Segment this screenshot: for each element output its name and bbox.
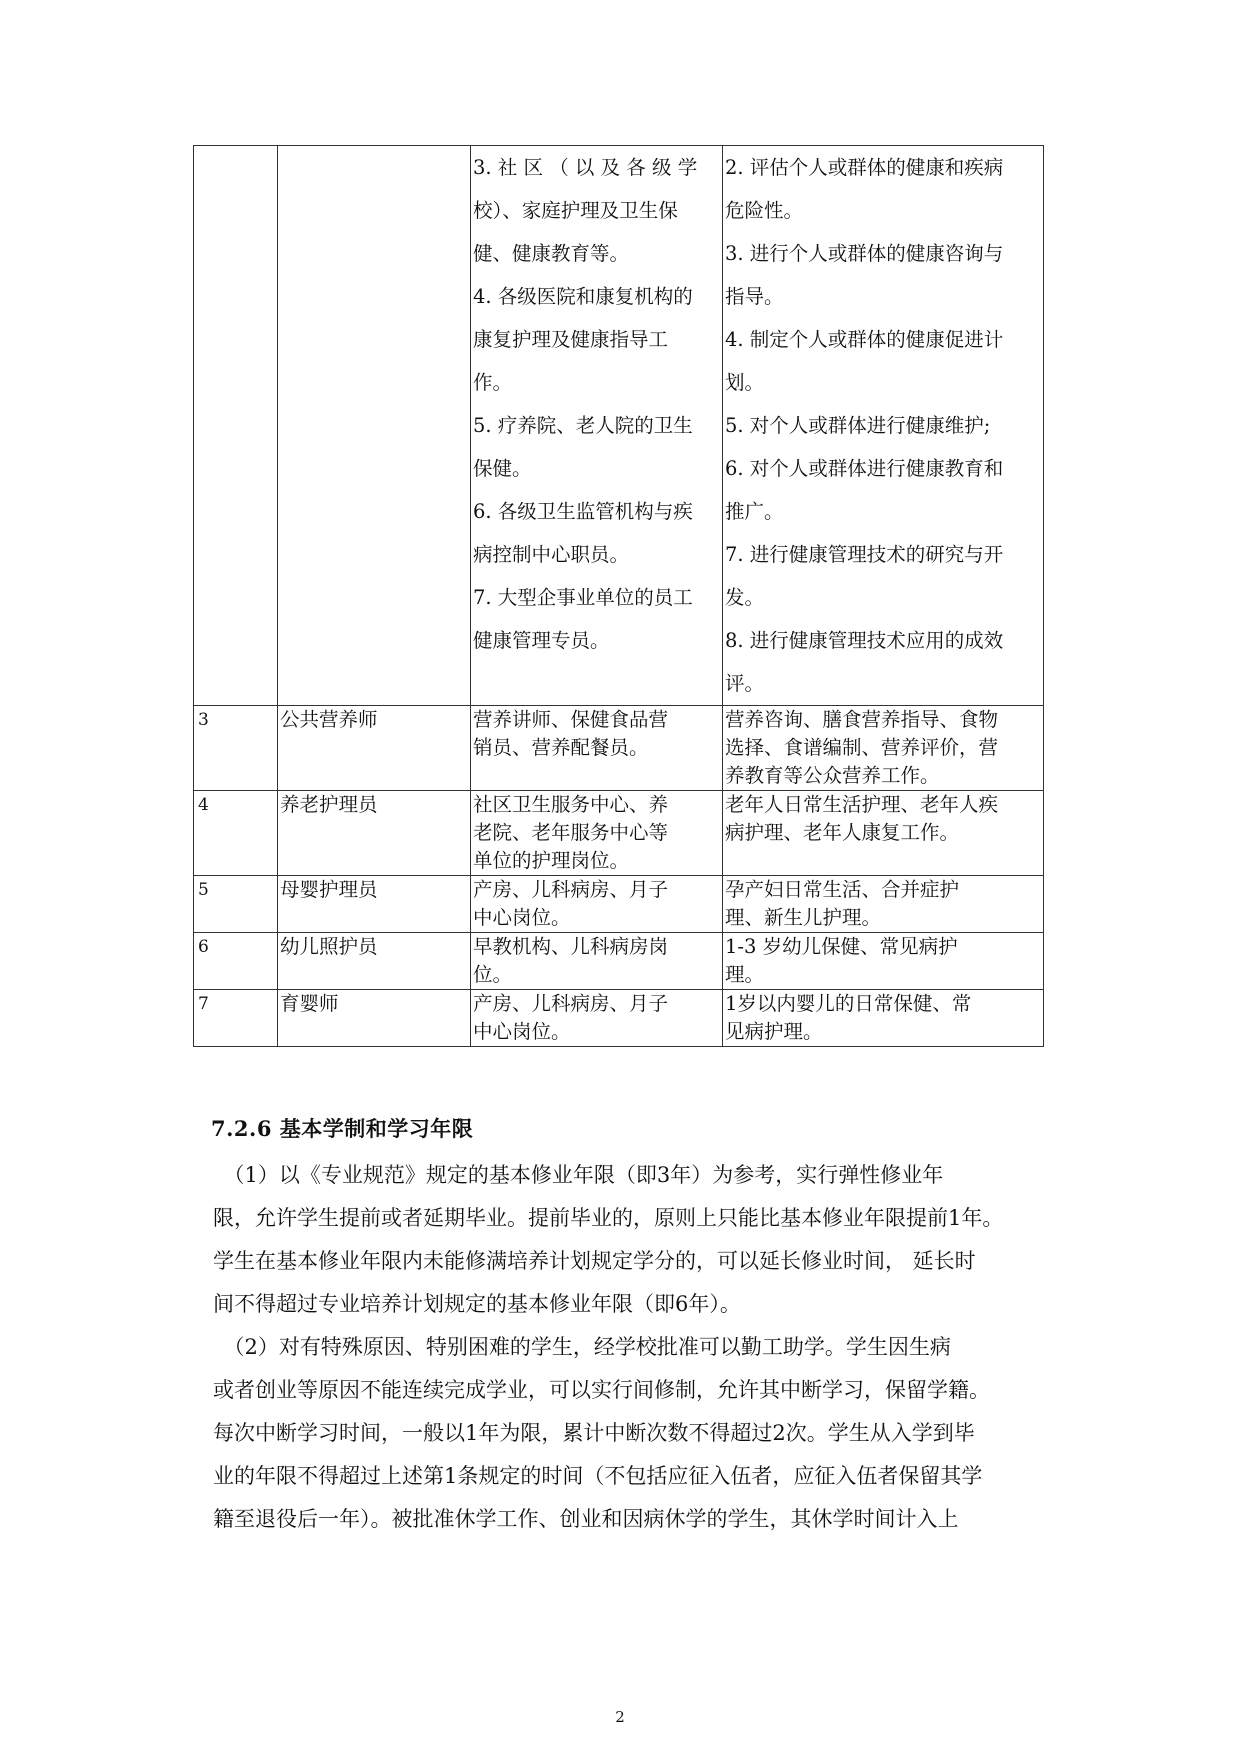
cell-line: 选择、食谱编制、营养评价，营 <box>725 736 999 759</box>
career-table <box>193 145 1044 1047</box>
cell-line: 6. 各级卫生监管机构与疾 <box>473 500 693 523</box>
cell-line: 位。 <box>473 963 513 986</box>
cell-line: 中心岗位。 <box>473 906 571 929</box>
cell-line: 老年人日常生活护理、老年人疾 <box>725 793 999 816</box>
paragraph-2: （2）对有特殊原因、特别困难的学生，经学校批准可以勤工助学。学生因生病 或者创业等原因不能连续完成学业，可以实行间修制，允许其中断学习，保留学籍。 每次中断学习时间，一般以1年为限，累计中断次数不得超过2次。学生从入学到毕 业的年限不得超过上述第1条规定的时间（不包括应征入伍者，应征入伍者保留其学 籍至退役后一年）。被批准休学工作、创业和因病休学的学生，其休学时间计入上 <box>213 1335 990 1531</box>
job-duties <box>723 990 1044 1047</box>
cell-line: 养教育等公众营养工作。 <box>725 764 940 787</box>
cell-line: 危险性。 <box>725 199 804 222</box>
cell-line: 评。 <box>725 672 765 695</box>
cell-line: 4. 制定个人或群体的健康促进计 <box>725 328 1004 351</box>
cell-line: 理、新生儿护理。 <box>725 906 882 929</box>
cell-line: 发。 <box>725 586 765 609</box>
job-title: 育婴师 <box>278 990 471 1047</box>
table-row <box>194 146 1044 706</box>
table-row <box>194 933 1044 990</box>
cell-line: 7. 进行健康管理技术的研究与开 <box>725 543 1004 566</box>
job-duties <box>723 876 1044 933</box>
job-duties <box>723 791 1044 876</box>
cell-line: 3. 社 区 （ 以 及 各 级 学 <box>473 156 698 179</box>
table-row <box>194 706 1044 791</box>
cell-line: 销员、营养配餐员。 <box>473 736 649 759</box>
cell-line: 产房、儿科病房、月子 <box>473 878 669 901</box>
job-positions <box>471 791 723 876</box>
table-cell-empty <box>278 146 471 706</box>
cell-line: 营养讲师、保健食品营 <box>473 708 669 731</box>
cell-line: 2. 评估个人或群体的健康和疾病 <box>725 156 1004 179</box>
cell-line: 老院、老年服务中心等 <box>473 821 669 844</box>
cell-line: 4. 各级医院和康复机构的 <box>473 285 693 308</box>
cell-line: 6. 对个人或群体进行健康教育和 <box>725 457 1004 480</box>
cell-line: 产房、儿科病房、月子 <box>473 992 669 1015</box>
job-positions <box>471 933 723 990</box>
cell-line: 见病护理。 <box>725 1020 823 1043</box>
cell-line: 5. 对个人或群体进行健康维护; <box>725 414 991 437</box>
cell-line: 推广。 <box>725 500 784 523</box>
cell-line: 单位的护理岗位。 <box>473 849 630 872</box>
cell-line: 校）、家庭护理及卫生保 <box>473 199 678 222</box>
cell-line: 早教机构、儿科病房岗 <box>473 935 669 958</box>
cell-line: 病控制中心职员。 <box>473 543 630 566</box>
job-positions <box>471 706 723 791</box>
table-cell-duties <box>723 146 1044 706</box>
cell-line: 社区卫生服务中心、养 <box>473 793 669 816</box>
row-number: 7 <box>194 990 278 1047</box>
job-duties <box>723 706 1044 791</box>
row-number: 3 <box>194 706 278 791</box>
cell-line: 5. 疗养院、老人院的卫生 <box>473 414 693 437</box>
job-title: 公共营养师 <box>278 706 471 791</box>
cell-line: 健、健康教育等。 <box>473 242 630 265</box>
cell-line: 3. 进行个人或群体的健康咨询与 <box>725 242 1004 265</box>
table-row <box>194 791 1044 876</box>
job-title: 养老护理员 <box>278 791 471 876</box>
cell-line: 孕产妇日常生活、合并症护 <box>725 878 960 901</box>
job-title: 母婴护理员 <box>278 876 471 933</box>
cell-line: 划。 <box>725 371 765 394</box>
table-row <box>194 990 1044 1047</box>
cell-line: 健康管理专员。 <box>473 629 610 652</box>
cell-line: 1-3 岁幼儿保健、常见病护 <box>725 935 958 958</box>
job-positions <box>471 876 723 933</box>
cell-line: 1岁以内婴儿的日常保健、常 <box>725 992 972 1015</box>
cell-line: 营养咨询、膳食营养指导、食物 <box>725 708 999 731</box>
cell-line: 作。 <box>473 371 513 394</box>
paragraph-1: （1）以《专业规范》规定的基本修业年限（即3年）为参考，实行弹性修业年 限，允许学生提前或者延期毕业。提前毕业的，原则上只能比基本修业年限提前1年。 学生在基本修业年限内未能修满培养计划规定学分的，可以延长修业时间， 延长时 间不得超过专业培养计划规定的基本修业年限（即6年）。 <box>213 1163 1004 1316</box>
table-cell-positions <box>471 146 723 706</box>
cell-line: 康复护理及健康指导工 <box>473 328 669 351</box>
table-row <box>194 876 1044 933</box>
cell-line: 病护理、老年人康复工作。 <box>725 821 960 844</box>
page-number: 2 <box>615 1708 625 1726</box>
job-duties <box>723 933 1044 990</box>
cell-line: 中心岗位。 <box>473 1020 571 1043</box>
cell-line: 8. 进行健康管理技术应用的成效 <box>725 629 1004 652</box>
table-cell-empty <box>194 146 278 706</box>
row-number: 4 <box>194 791 278 876</box>
cell-line: 指导。 <box>725 285 784 308</box>
job-title: 幼儿照护员 <box>278 933 471 990</box>
section-heading: 7.2.6 基本学制和学习年限 <box>211 1116 474 1141</box>
cell-line: 保健。 <box>473 457 532 480</box>
job-positions <box>471 990 723 1047</box>
row-number: 6 <box>194 933 278 990</box>
row-number: 5 <box>194 876 278 933</box>
cell-line: 7. 大型企事业单位的员工 <box>473 586 693 609</box>
cell-line: 理。 <box>725 963 765 986</box>
